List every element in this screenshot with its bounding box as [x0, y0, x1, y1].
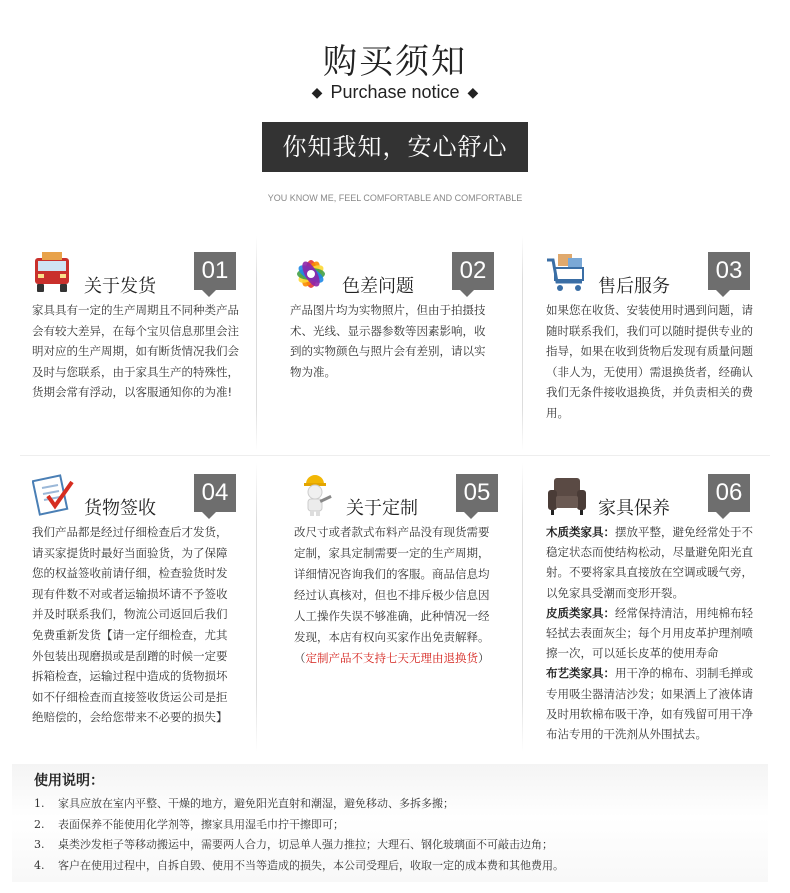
card-text	[546, 522, 756, 744]
care-label-fabric: 布艺类家具：	[546, 666, 615, 681]
color-wheel-icon	[290, 252, 332, 294]
card-after-sales	[546, 252, 786, 442]
slogan-banner: 你知我知，安心舒心	[262, 122, 528, 172]
list-item-number: 3.	[34, 838, 45, 851]
usage-instructions	[12, 764, 768, 882]
card-title: 关于发货	[84, 276, 156, 297]
armchair-icon	[546, 474, 588, 516]
divider	[20, 455, 770, 456]
card-text: 产品图片均为实物照片，但由于拍摄技术、光线、显示器参数等因素影响，收到的实物颜色与照片会有差别，请以实物为准。	[290, 303, 486, 379]
diamond-left-icon: ◆	[311, 84, 323, 100]
card-title: 售后服务	[598, 276, 670, 297]
diamond-right-icon: ◆	[467, 84, 479, 100]
list-item	[34, 815, 564, 836]
card-text: 如果您在收货、安装使用时遇到问题，请随时联系我们，我们可以随时提供专业的指导，如果在收到货物后发现有质量问题（非人为，无使用）需退换货者，经确认我们无条件接收退换货，并负责相关的费用。	[546, 303, 753, 420]
card-shipping	[32, 252, 272, 442]
card-text	[294, 522, 498, 669]
list-item-number: 1.	[34, 797, 45, 810]
card-number: 05	[456, 474, 498, 512]
page-subtitle	[0, 82, 790, 103]
card-number: 04	[194, 474, 236, 512]
card-title: 色差问题	[342, 276, 414, 297]
list-item	[34, 856, 564, 877]
card-title: 关于定制	[346, 498, 418, 519]
checklist-icon	[32, 474, 74, 516]
list-item-text: 家具应放在室内平整、干燥的地方，避免阳光直射和潮湿，避免移动、多拆多搬；	[58, 797, 454, 810]
shopping-cart-icon	[546, 252, 588, 294]
truck-icon	[32, 252, 74, 294]
care-text-leather: 经常保持清洁，用纯棉布轻轻拭去表面灰尘；每个月用皮革护理剂喷擦一次，可以延长皮革的使用寿命	[546, 605, 753, 661]
card-text-main: 改尺寸或者款式布料产品没有现货需要定制，家具定制需要一定的生产周期，详细情况咨询我们的客服。商品信息均经过认真核对，但也不排斥极少信息因人工操作失误不够准确，此种情况一经发现，本店有权向买家作出免责解释。（	[294, 525, 490, 665]
tagline: YOU KNOW ME, FEEL COMFORTABLE AND COMFORTABLE	[267, 193, 523, 203]
list-item	[34, 835, 564, 856]
card-number: 03	[708, 252, 750, 290]
card-number: 01	[194, 252, 236, 290]
list-item	[34, 794, 564, 815]
card-text: 我们产品都是经过仔细检查后才发货，请买家提货时最好当面验货，为了保障您的权益签收前请仔细，检查验货时发现有件数不对或者运输损坏请不予签收并及时联系我们，物流公司返回后我们免费重新发货【请一定仔细检查，尤其外包装出现磨损或是刮蹭的时候一定要拆箱检查，运输过程中造成的货物损坏如不仔细检查而直接签收货运公司是拒绝赔偿的，会给您带来不必要的损失】	[32, 525, 228, 725]
card-title: 家具保养	[598, 498, 670, 519]
care-label-leather: 皮质类家具：	[546, 605, 615, 620]
care-text-fabric: 用干净的棉布、羽制毛掸或专用吸尘器清洁沙发；如果洒上了液体请及时用软棉布吸干净，如有残留可用干净布沾专用的干洗剂从外围拭去。	[546, 666, 753, 742]
card-title: 货物签收	[84, 498, 156, 519]
card-delivery-sign	[32, 474, 272, 754]
care-text-wood: 摆放平整，避免经常处于不稳定状态而使结构松动，尽量避免阳光直射。不要将家具直接放在空调或暖气旁，以免家具受潮而变形开裂。	[546, 525, 753, 600]
worker-icon	[294, 474, 336, 516]
card-color-difference	[290, 252, 530, 442]
list-item-text: 表面保养不能使用化学剂等，擦家具用湿毛巾拧干擦即可；	[58, 817, 344, 831]
card-text: 家具具有一定的生产周期且不同种类产品会有较大差异，在每个宝贝信息那里会注明对应的生产周期，如有断货情况我们会及时与您联系，由于家具生产的特殊性，货期会常有浮动，以客服通知你的为准!	[32, 303, 239, 400]
list-item-text: 客户在使用过程中，自拆自毁、使用不当等造成的损失，本公司受理后，收取一定的成本费和其他费用。	[58, 858, 564, 872]
list-item-number: 4.	[34, 858, 45, 872]
list-item-number: 2.	[34, 817, 45, 831]
usage-list	[34, 794, 564, 876]
card-text-warning: 定制产品不支持七天无理由退换货	[305, 651, 478, 665]
care-label-wood: 木质类家具：	[546, 525, 615, 539]
card-text-end: ）	[478, 651, 490, 665]
card-number: 02	[452, 252, 494, 290]
card-customization	[294, 474, 534, 754]
list-item-text: 桌类沙发柜子等移动搬运中，需要两人合力，切忌单人强力推拉；大理石、钢化玻璃面不可敲击边角；	[58, 838, 553, 851]
card-number: 06	[708, 474, 750, 512]
usage-title: 使用说明：	[34, 773, 104, 789]
card-maintenance	[546, 474, 786, 754]
page-title: 购买须知	[323, 42, 467, 82]
subtitle-text: Purchase notice	[330, 82, 460, 102]
